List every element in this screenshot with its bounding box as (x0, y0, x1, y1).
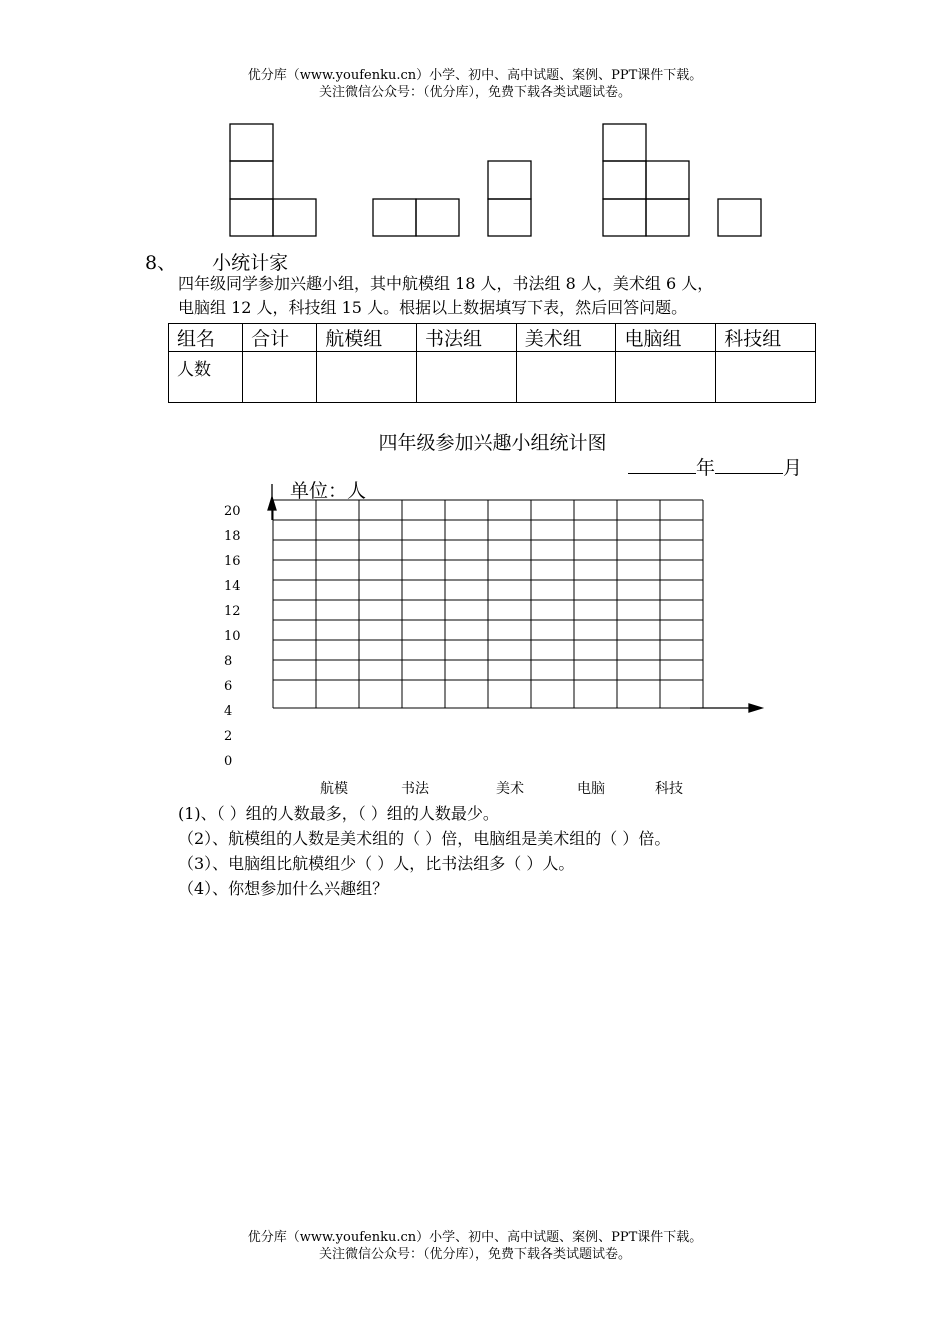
y-tick-label: 8 (224, 654, 233, 669)
header-line-1: 优分库（www.youfenku.cn）小学、初中、高中试题、案例、PPT课件下载。 (247, 68, 703, 83)
y-axis-arrow (268, 497, 276, 510)
table-header-cell: 书法组 (416, 324, 516, 352)
question-8-text-1: 四年级同学参加兴趣小组，其中航模组 18 人，书法组 8 人，美术组 6 人， (178, 274, 714, 293)
answer-cell[interactable] (516, 352, 616, 403)
sub-question-2: （2）、航模组的人数是美术组的（ ）倍，电脑组是美术组的（ ）倍。 (178, 829, 671, 848)
y-tick-label: 18 (224, 529, 241, 544)
x-category-label: 电脑 (577, 781, 605, 797)
cube-view-5 (718, 199, 761, 236)
table-header-cell: 美术组 (516, 324, 616, 352)
cube-view-2 (373, 199, 459, 236)
answer-cell[interactable] (317, 352, 417, 403)
table-header-cell: 组名 (169, 324, 243, 352)
sub-question-3: （3）、电脑组比航模组少（ ）人，比书法组多（ ）人。 (178, 854, 575, 873)
cube-view-3 (488, 161, 531, 236)
y-tick-label: 10 (224, 629, 241, 644)
chart-axes (268, 484, 762, 712)
y-tick-label: 12 (224, 604, 241, 619)
x-category-label: 美术 (496, 781, 524, 797)
y-tick-label: 6 (224, 679, 233, 694)
question-8-number: 8、 (145, 252, 177, 274)
year-blank[interactable] (628, 455, 696, 474)
sub-question-4: （4）、你想参加什么兴趣组？ (178, 879, 389, 898)
question-8-heading: 小统计家 (212, 252, 289, 274)
table-header-row (169, 324, 816, 352)
x-category-label: 航模 (320, 781, 348, 797)
answer-cell[interactable] (416, 352, 516, 403)
answer-cell[interactable] (243, 352, 317, 403)
y-tick-label: 2 (224, 729, 233, 744)
chart-grid (273, 500, 703, 708)
table-header-cell: 科技组 (716, 324, 816, 352)
y-axis-unit-label: 单位：人 (290, 480, 367, 502)
y-tick-label: 14 (224, 579, 241, 594)
x-axis-arrow (749, 704, 762, 712)
table-header-cell: 合计 (243, 324, 317, 352)
sub-question-1: (1)、（ ）组的人数最多，（ ）组的人数最少。 (178, 804, 499, 823)
stats-table (168, 323, 816, 403)
y-tick-label: 20 (224, 504, 241, 519)
y-tick-label: 4 (224, 704, 233, 719)
header-line-2: 关注微信公众号：（优分库），免费下载各类试题试卷。 (318, 85, 631, 100)
x-category-label: 书法 (401, 781, 429, 797)
footer-line-1: 优分库（www.youfenku.cn）小学、初中、高中试题、案例、PPT课件下载。 (247, 1230, 703, 1245)
page-footer (0, 1229, 950, 1263)
cube-view-1 (230, 124, 316, 236)
cube-views (230, 124, 761, 236)
question-8-title (145, 248, 288, 275)
year-label: 年 (696, 457, 716, 479)
table-row (169, 352, 816, 403)
month-blank[interactable] (715, 455, 783, 474)
answer-cell[interactable] (616, 352, 716, 403)
table-header-cell: 航模组 (317, 324, 417, 352)
y-tick-label: 16 (224, 554, 241, 569)
month-label: 月 (783, 457, 803, 479)
chart-title: 四年级参加兴趣小组统计图 (378, 432, 607, 454)
cube-view-4 (603, 124, 689, 236)
y-tick-label: 0 (224, 754, 233, 769)
question-8-text-2: 电脑组 12 人，科技组 15 人。根据以上数据填写下表，然后回答问题。 (178, 298, 688, 317)
chart-date (628, 453, 802, 480)
row-label-cell: 人数 (169, 352, 243, 403)
table-header-cell: 电脑组 (616, 324, 716, 352)
footer-line-2: 关注微信公众号：（优分库），免费下载各类试题试卷。 (318, 1247, 631, 1262)
answer-cell[interactable] (716, 352, 816, 403)
x-category-label: 科技 (655, 781, 683, 797)
